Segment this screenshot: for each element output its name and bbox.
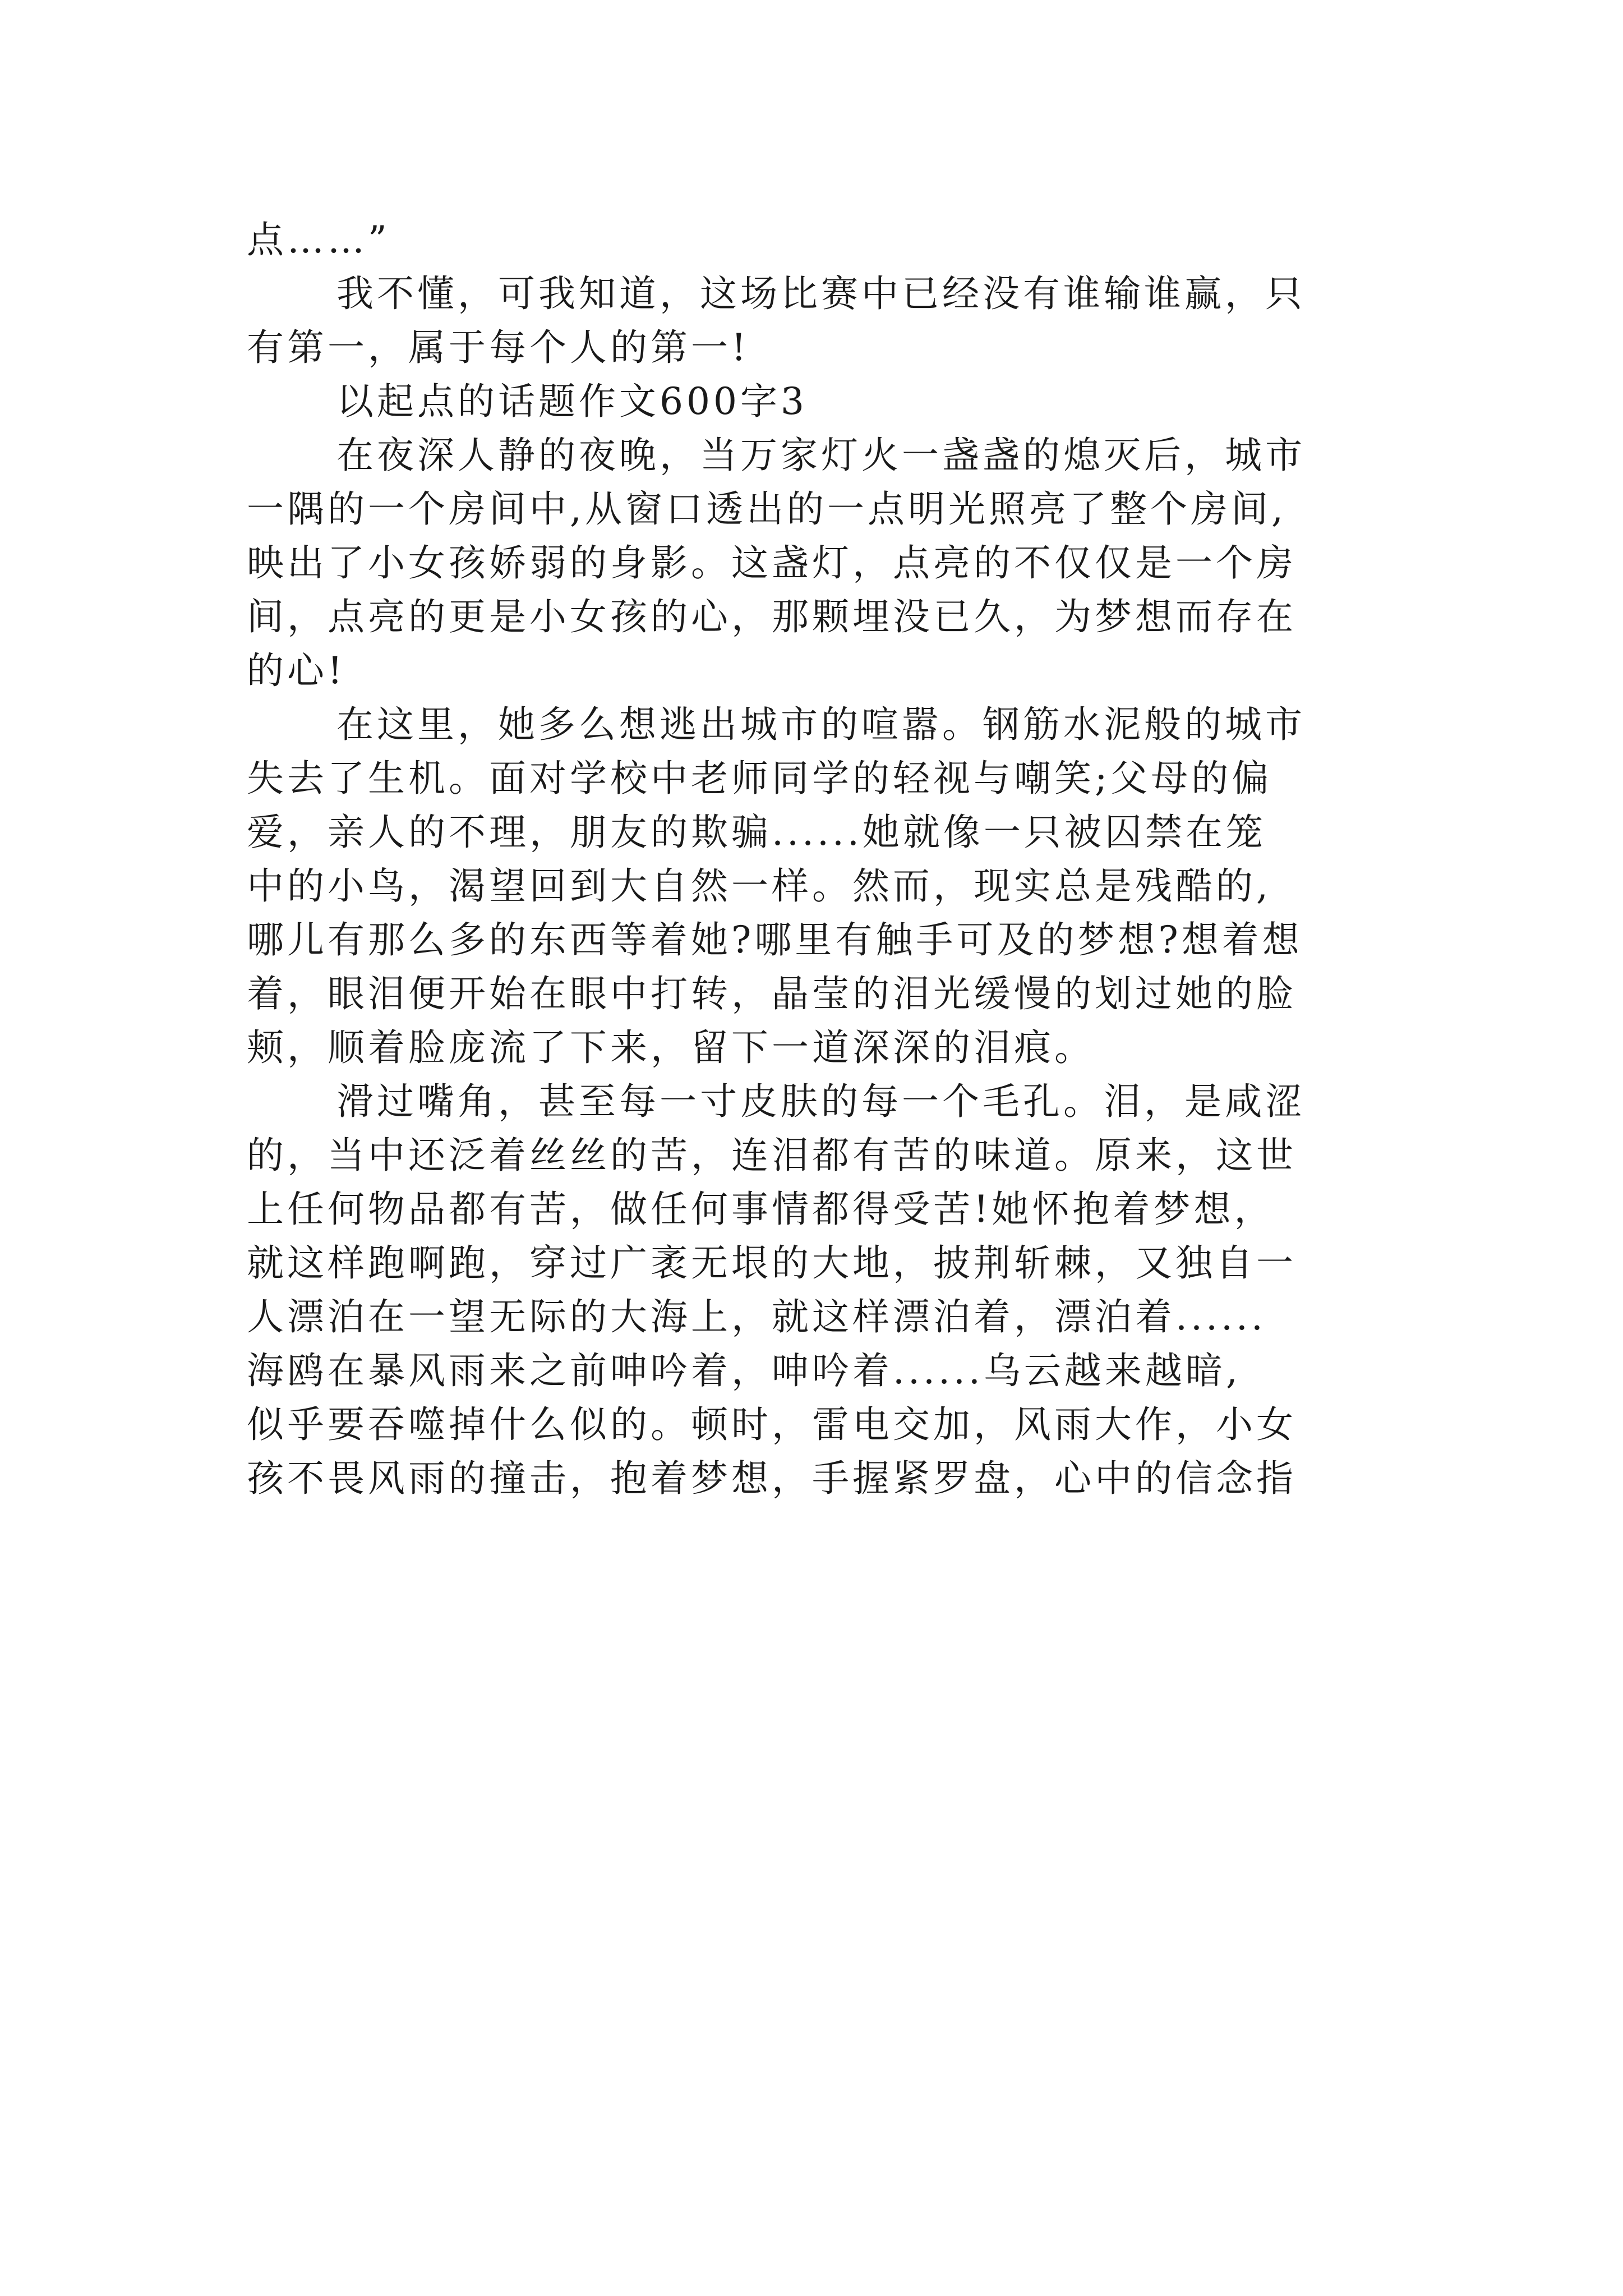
text-line: 孩不畏风雨的撞击，抱着梦想，手握紧罗盘，心中的信念指 bbox=[247, 1457, 1297, 1500]
text-line: 颊，顺着脸庞流了下来，留下一道深深的泪痕。 bbox=[247, 1026, 1095, 1069]
text-line: 失去了生机。面对学校中老师同学的轻视与嘲笑;父母的偏 bbox=[247, 757, 1272, 800]
text-line: 海鸥在暴风雨来之前呻吟着，呻吟着......乌云越来越暗, bbox=[247, 1349, 1241, 1392]
text-line: 一隅的一个房间中,从窗口透出的一点明光照亮了整个房间, bbox=[247, 487, 1287, 531]
text-line: 的心! bbox=[247, 649, 346, 692]
text-line: 爱，亲人的不理，朋友的欺骗......她就像一只被囚禁在笼 bbox=[247, 811, 1266, 854]
text-line: 有第一，属于每个人的第一! bbox=[247, 326, 750, 369]
text-line: 哪儿有那么多的东西等着她?哪里有触手可及的梦想?想着想 bbox=[247, 918, 1303, 961]
text-line: 似乎要吞噬掉什么似的。顿时，雷电交加，风雨大作，小女 bbox=[247, 1403, 1297, 1446]
paragraph-first-line: 我不懂，可我知道，这场比赛中已经没有谁输谁赢，只 bbox=[336, 272, 1306, 315]
text-line: 人漂泊在一望无际的大海上，就这样漂泊着，漂泊着...... bbox=[247, 1295, 1266, 1338]
text-line: 上任何物品都有苦，做任何事情都得受苦!她怀抱着梦想， bbox=[247, 1188, 1275, 1231]
paragraph-first-line: 滑过嘴角，甚至每一寸皮肤的每一个毛孔。泪，是咸涩 bbox=[336, 1080, 1306, 1123]
text-line: 间，点亮的更是小女孩的心，那颗埋没已久，为梦想而存在 bbox=[247, 595, 1297, 638]
text-line: 的，当中还泛着丝丝的苦，连泪都有苦的味道。原来，这世 bbox=[247, 1134, 1297, 1177]
paragraph-first-line: 在这里，她多么想逃出城市的喧嚣。钢筋水泥般的城市 bbox=[336, 703, 1306, 746]
text-line: 点……” bbox=[247, 218, 390, 261]
paragraph-first-line: 在夜深人静的夜晚，当万家灯火一盏盏的熄灭后，城市 bbox=[336, 434, 1306, 477]
text-line: 中的小鸟，渴望回到大自然一样。然而，现实总是残酷的, bbox=[247, 864, 1271, 908]
text-line: 映出了小女孩娇弱的身影。这盏灯，点亮的不仅仅是一个房 bbox=[247, 541, 1297, 585]
text-line: 就这样跑啊跑，穿过广袤无垠的大地，披荆斩棘，又独自一 bbox=[247, 1241, 1297, 1285]
section-heading: 以起点的话题作文600字3 bbox=[336, 380, 808, 423]
text-line: 着，眼泪便开始在眼中打转，晶莹的泪光缓慢的划过她的脸 bbox=[247, 972, 1297, 1015]
